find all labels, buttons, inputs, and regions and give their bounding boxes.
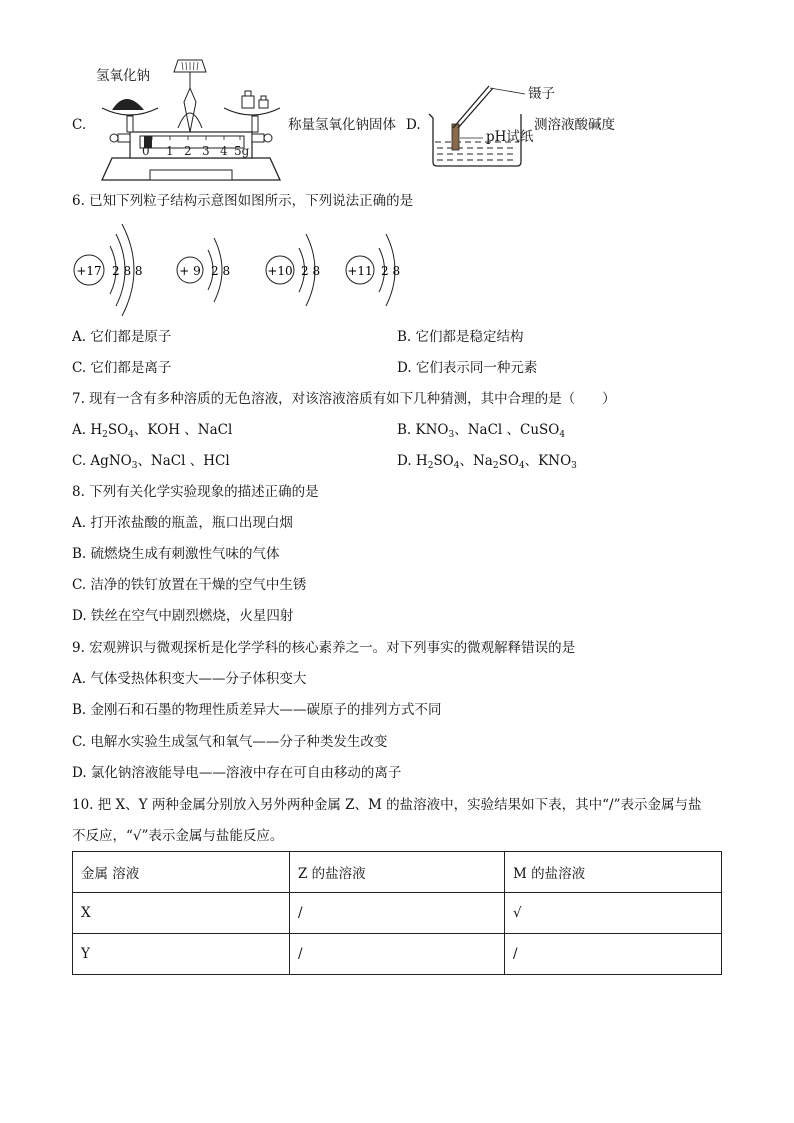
- scale-tick: 0: [142, 144, 150, 158]
- table-cell: Y: [73, 934, 290, 975]
- q6-option-a: A. 它们都是原子: [72, 329, 172, 345]
- table-header-cell: 金属 溶液: [73, 852, 290, 893]
- question-9-stem: 9. 宏观辨识与微观探析是化学学科的核心素养之一。对下列事实的微观解释错误的是: [72, 640, 576, 656]
- scale-tick: 2: [184, 144, 192, 158]
- option-d-description: 测溶液酸碱度: [534, 117, 615, 133]
- scale-tick: 1: [166, 144, 174, 158]
- q6-option-d: D. 它们表示同一种元素: [397, 360, 538, 376]
- tweezers-label: 镊子: [528, 86, 555, 102]
- table-cell: /: [505, 934, 722, 975]
- q6-option-b: B. 它们都是稳定结构: [397, 329, 524, 345]
- question-10-stem-line1: 10. 把 X、Y 两种金属分别放入另外两种金属 Z、M 的盐溶液中，实验结果如下表，其中“/”表示金属与盐: [72, 797, 702, 813]
- ph-test-figure: [425, 80, 535, 170]
- q6-option-c: C. 它们都是离子: [72, 360, 172, 376]
- table-row: [73, 893, 722, 934]
- table-row: [73, 934, 722, 975]
- table-cell: √: [505, 893, 722, 934]
- table-cell: /: [290, 893, 505, 934]
- nucleus-charge: +11: [347, 264, 373, 278]
- q7-option-c: C. AgNO$_3$、NaCl 、HCl: [72, 453, 230, 471]
- naoh-label: 氢氧化钠: [96, 68, 150, 84]
- electron-shells: 2 8: [381, 264, 401, 278]
- table-header-cell: M 的盐溶液: [505, 852, 722, 893]
- scale-tick: 5g: [234, 144, 250, 158]
- scale-tick: 3: [202, 144, 210, 158]
- scale-tick: 4: [220, 144, 228, 158]
- q7-option-b: B. $KNO_3$、NaCl 、CuSO$_4$: [397, 422, 566, 440]
- ph-paper-label: pH试纸: [486, 129, 534, 145]
- nucleus-charge: +17: [76, 264, 102, 278]
- electron-shells: 2 8: [211, 264, 231, 278]
- table-header-row: [73, 852, 722, 893]
- electron-shells: 2 8 8: [112, 264, 143, 278]
- q9-option-c: C. 电解水实验生成氢气和氧气——分子种类发生改变: [72, 734, 388, 750]
- q8-option-c: C. 洁净的铁钉放置在干燥的空气中生锈: [72, 577, 307, 593]
- electron-shells: 2 8: [301, 264, 321, 278]
- q9-option-b: B. 金刚石和石墨的物理性质差异大——碳原子的排列方式不同: [72, 702, 442, 718]
- q9-option-a: A. 气体受热体积变大——分子体积变大: [72, 671, 307, 687]
- q7-option-d: D. $H_2SO_4$、$Na_2SO_4$、$KNO_3$: [397, 453, 577, 471]
- option-d-label: D.: [406, 117, 421, 133]
- question-8-stem: 8. 下列有关化学实验现象的描述正确的是: [72, 484, 319, 500]
- nucleus-charge: +10: [267, 264, 293, 278]
- table-cell: X: [73, 893, 290, 934]
- q7-option-a: A. $H_2SO_4$、KOH 、NaCl: [72, 422, 233, 440]
- results-table: [72, 851, 722, 975]
- particle-structure-diagrams: [72, 220, 432, 322]
- table-header-cell: Z 的盐溶液: [290, 852, 505, 893]
- table-cell: /: [290, 934, 505, 975]
- q8-option-d: D. 铁丝在空气中剧烈燃烧，火星四射: [72, 608, 294, 624]
- question-10-stem-line2: 不反应，“√”表示金属与盐能反应。: [72, 828, 284, 844]
- option-c-description: 称量氢氧化钠固体: [288, 117, 396, 133]
- question-6-stem: 6. 已知下列粒子结构示意图如图所示，下列说法正确的是: [72, 193, 414, 209]
- q9-option-d: D. 氯化钠溶液能导电——溶液中存在可自由移动的离子: [72, 765, 402, 781]
- question-7-stem: 7. 现有一含有多种溶质的无色溶液，对该溶液溶质有如下几种猜测，其中合理的是（ ）: [72, 391, 616, 407]
- q8-option-a: A. 打开浓盐酸的瓶盖，瓶口出现白烟: [72, 515, 293, 531]
- nucleus-charge: + 9: [179, 264, 201, 278]
- q8-option-b: B. 硫燃烧生成有刺激性气味的气体: [72, 546, 280, 562]
- option-c-label: C.: [72, 117, 87, 133]
